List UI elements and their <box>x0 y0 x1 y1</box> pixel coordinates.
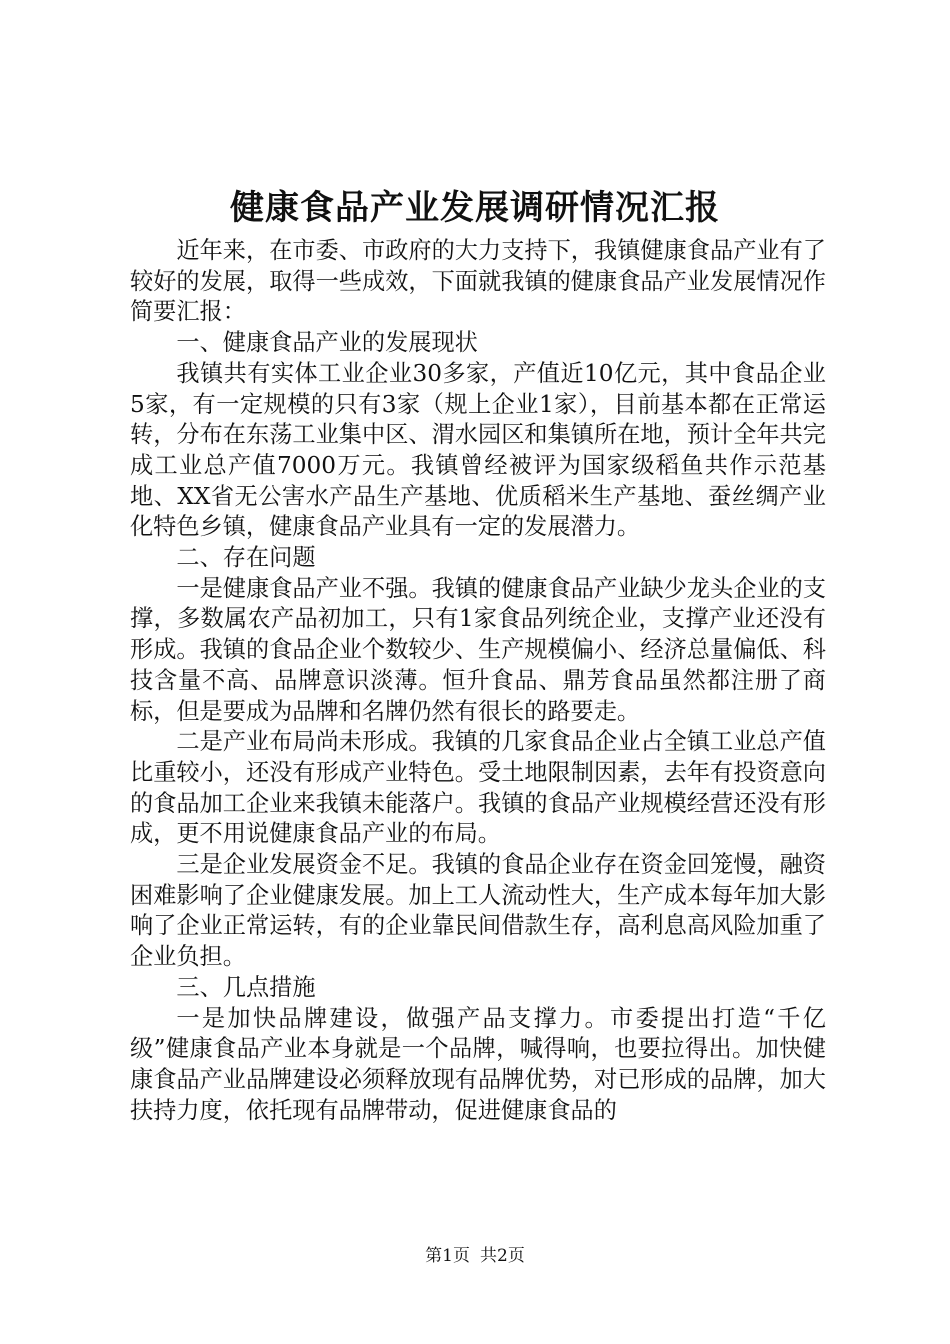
document-body <box>130 236 826 1126</box>
paragraph-problem-2: 二是产业布局尚未形成。我镇的几家食品企业占全镇工业总产值比重较小，还没有形成产业特色。受土地限制因素，去年有投资意向的食品加工企业来我镇未能落户。我镇的食品产业规模经营还没有形成，更不用说健康食品产业的布局。 <box>130 728 826 848</box>
paragraph-status: 我镇共有实体工业企业30多家，产值近10亿元，其中食品企业5家，有一定规模的只有3家（规上企业1家），目前基本都在正常运转，分布在东荡工业集中区、渭水园区和集镇所在地，预计全年共完成工业总产值7000万元。我镇曾经被评为国家级稻鱼共作示范基地、XX省无公害水产品生产基地、优质稻米生产基地、蚕丝绸产业化特色乡镇，健康食品产业具有一定的发展潜力。 <box>130 359 826 541</box>
paragraph-intro: 近年来，在市委、市政府的大力支持下，我镇健康食品产业有了较好的发展，取得一些成效，下面就我镇的健康食品产业发展情况作简要汇报： <box>130 237 826 326</box>
paragraph-problem-3: 三是企业发展资金不足。我镇的食品企业存在资金回笼慢，融资困难影响了企业健康发展。加上工人流动性大，生产成本每年加大影响了企业正常运转，有的企业靠民间借款生存，高利息高风险加重了企业负担。 <box>130 851 826 971</box>
document-title: 健康食品产业发展调研情况汇报 <box>230 188 720 228</box>
section-heading-problems: 二、存在问题 <box>176 544 316 572</box>
section-heading-status: 一、健康食品产业的发展现状 <box>176 329 478 357</box>
section-heading-measures: 三、几点措施 <box>176 973 316 1001</box>
paragraph-problem-1: 一是健康食品产业不强。我镇的健康食品产业缺少龙头企业的支撑，多数属农产品初加工，只有1家食品列统企业，支撑产业还没有形成。我镇的食品企业个数较少、生产规模偏小、经济总量偏低、科技含量不高、品牌意识淡薄。恒升食品、鼎芳食品虽然都注册了商标，但是要成为品牌和名牌仍然有很长的路要走。 <box>130 574 826 725</box>
paragraph-measure-1: 一是加快品牌建设，做强产品支撑力。市委提出打造“千亿级”健康食品产业本身就是一个品牌，喊得响，也要拉得出。加快健康食品产业品牌建设必须释放现有品牌优势，对已形成的品牌，加大扶持力度，依托现有品牌带动，促进健康食品的 <box>130 1004 826 1124</box>
page-number: 第1页 <box>425 1246 470 1266</box>
page-footer <box>0 1245 950 1267</box>
page-total: 共2页 <box>480 1246 525 1266</box>
